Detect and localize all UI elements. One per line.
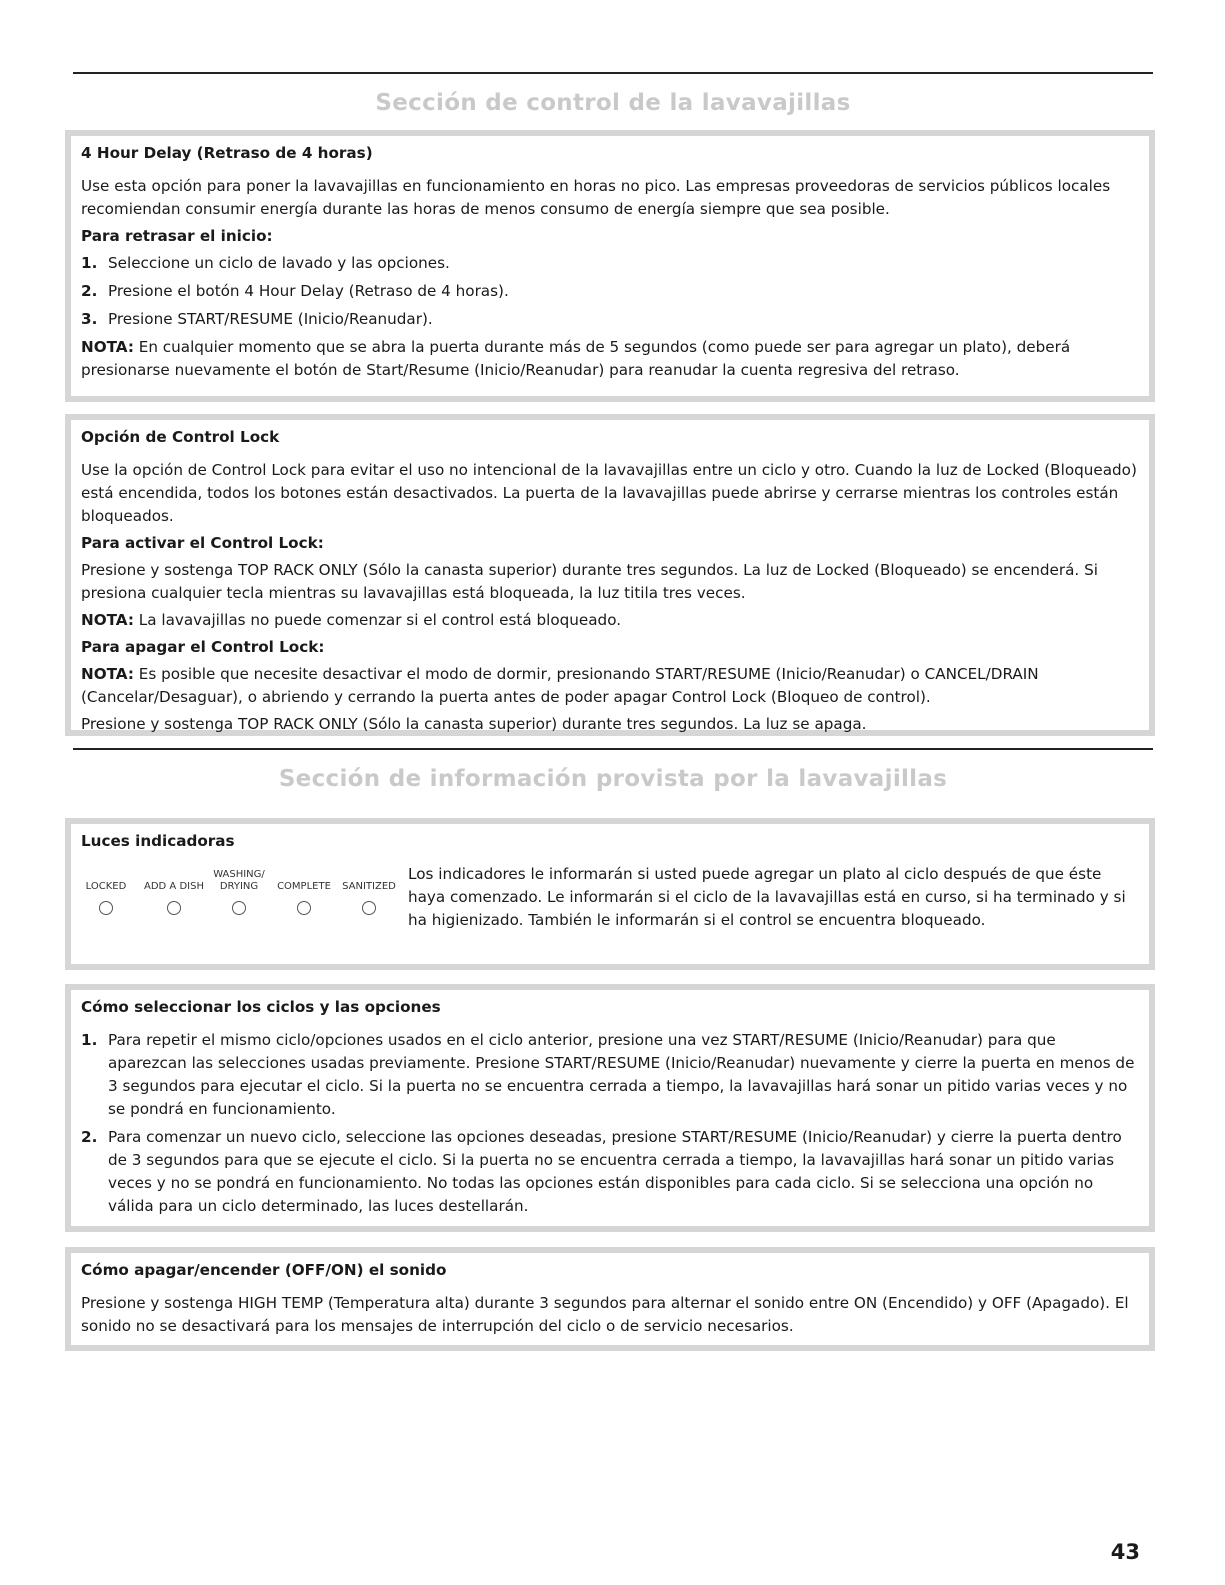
lock-deactivate-heading: Para apagar el Control Lock: — [81, 638, 325, 656]
indicator-label: COMPLETE — [277, 881, 331, 892]
step-text: Para repetir el mismo ciclo/opciones usados en el ciclo anterior, presione una vez START/RESUME (Inicio/Reanudar) para que aparezcan las selecciones usadas previamente. Presione START/RESUME (Inicio/Reanudar) nuevamente y cierre la puerta en menos de 3 segundos para ejecutar el ciclo. Si la puerta no se encuentra cerrada a tiempo, la lavavajillas hará sonar un pitido varias veces y no se pondrá en funcionamiento. — [108, 1031, 1135, 1118]
indicators-text: Los indicadores le informarán si usted puede agregar un plato al ciclo después de que éste haya comenzado. Le informarán si el ciclo de la lavavajillas está en curso, si ha terminado y si ha higienizado. También le informarán si el control se encuentra bloqueado. — [408, 865, 1126, 929]
note-text: La lavavajillas no puede comenzar si el control está bloqueado. — [133, 611, 622, 629]
section-title-information: Sección de información provista por la lavavajillas — [278, 766, 948, 792]
led-light-icon — [362, 901, 376, 915]
lock-activate-text: Presione y sostenga TOP RACK ONLY (Sólo la canasta superior) durante tres segundos. La luz de Locked (Bloqueado) se encenderá. Si presiona cualquier tecla mientras su lavavajillas está bloqueada, la luz titila tres veces. — [81, 561, 1098, 602]
indicator-panel — [81, 863, 406, 945]
step-number: 2. — [81, 282, 98, 300]
lock-note1 — [81, 609, 1139, 632]
cycles-heading: Cómo seleccionar los ciclos y las opciones — [81, 998, 441, 1016]
section-title-control: Sección de control de la lavavajillas — [375, 90, 851, 116]
step-text: Presione el botón 4 Hour Delay (Retraso de 4 horas). — [108, 282, 509, 300]
cycles-steps — [81, 1029, 1139, 1218]
led-light-icon — [232, 901, 246, 915]
lock-note2 — [81, 663, 1139, 709]
indicator-label: WASHING/ DRYING — [213, 869, 265, 892]
led-light-icon — [99, 901, 113, 915]
delay-heading: 4 Hour Delay (Retraso de 4 horas) — [81, 144, 373, 162]
delay-note — [81, 336, 1139, 382]
note-text: Es posible que necesite desactivar el modo de dormir, presionando START/RESUME (Inicio/Reanudar) o CANCEL/DRAIN (Cancelar/Desaguar), o abriendo y cerrando la puerta antes de poder apagar Control Lock (Bloqueo de control). — [81, 665, 1039, 706]
list-item — [81, 252, 1139, 275]
sound-heading: Cómo apagar/encender (OFF/ON) el sonido — [81, 1261, 447, 1279]
list-item — [81, 1029, 1139, 1121]
note-label: NOTA: — [81, 665, 134, 683]
list-item — [81, 1126, 1139, 1218]
indicator-sanitized — [337, 863, 401, 915]
lock-intro: Use la opción de Control Lock para evitar el uso no intencional de la lavavajillas entre un ciclo y otro. Cuando la luz de Locked (Bloqueado) está encendida, todos los botones están desactivados. La puerta de la lavavajillas puede abrirse y cerrarse mientras los controles están bloqueados. — [81, 461, 1137, 525]
delay-steps — [81, 252, 1139, 331]
note-text: En cualquier momento que se abra la puerta durante más de 5 segundos (como puede ser para agregar un plato), deberá presionarse nuevamente el botón de Start/Resume (Inicio/Reanudar) para reanudar la cuenta regresiva del retraso. — [81, 338, 1071, 379]
indicators-box — [65, 818, 1155, 970]
page-number: 43 — [1110, 1540, 1140, 1564]
indicator-label: SANITIZED — [342, 881, 396, 892]
delay-intro: Use esta opción para poner la lavavajillas en funcionamiento en horas no pico. Las empresas proveedoras de servicios públicos locales recomiendan consumir energía durante las horas de menos consumo de energía siempre que sea posible. — [81, 177, 1111, 218]
indicator-locked — [81, 863, 131, 915]
control-lock-box — [65, 414, 1155, 736]
sound-text: Presione y sostenga HIGH TEMP (Temperatura alta) durante 3 segundos para alternar el sonido entre ON (Encendido) y OFF (Apagado). El sonido no se desactivará para los mensajes de interrupción del ciclo o de servicio necesarios. — [81, 1294, 1129, 1335]
top-rule — [73, 72, 1153, 74]
indicators-heading: Luces indicadoras — [81, 832, 235, 850]
step-number: 1. — [81, 254, 98, 272]
lock-deactivate-text: Presione y sostenga TOP RACK ONLY (Sólo la canasta superior) durante tres segundos. La luz se apaga. — [81, 715, 867, 733]
indicators-row — [81, 863, 1139, 945]
step-number: 3. — [81, 310, 98, 328]
middle-rule — [73, 748, 1153, 750]
led-light-icon — [167, 901, 181, 915]
cycles-box — [65, 984, 1155, 1232]
list-item — [81, 280, 1139, 303]
indicator-add-a-dish — [139, 863, 209, 915]
delay-subheading: Para retrasar el inicio: — [81, 227, 273, 245]
sound-box — [65, 1247, 1155, 1351]
indicator-label: ADD A DISH — [144, 881, 204, 892]
note-label: NOTA: — [81, 611, 134, 629]
step-text: Seleccione un ciclo de lavado y las opciones. — [108, 254, 450, 272]
step-text: Para comenzar un nuevo ciclo, seleccione las opciones deseadas, presione START/RESUME (Inicio/Reanudar) y cierre la puerta dentro de 3 segundos para que se ejecute el ciclo. Si la puerta no se encuentra cerrada a tiempo, la lavavajillas hará sonar un pitido varias veces y no se pondrá en funcionamiento. No todas las opciones están disponibles para cada ciclo. Si se selecciona una opción no válida para un ciclo determinado, las luces destellarán. — [108, 1128, 1122, 1215]
list-item — [81, 308, 1139, 331]
lock-activate-heading: Para activar el Control Lock: — [81, 534, 324, 552]
step-text: Presione START/RESUME (Inicio/Reanudar). — [108, 310, 433, 328]
note-label: NOTA: — [81, 338, 134, 356]
led-light-icon — [297, 901, 311, 915]
delay-box — [65, 130, 1155, 402]
lock-heading: Opción de Control Lock — [81, 428, 280, 446]
step-number: 2. — [81, 1128, 98, 1146]
indicator-label: LOCKED — [85, 881, 127, 892]
step-number: 1. — [81, 1031, 98, 1049]
indicator-complete — [271, 863, 337, 915]
indicator-washing-drying — [209, 863, 269, 915]
